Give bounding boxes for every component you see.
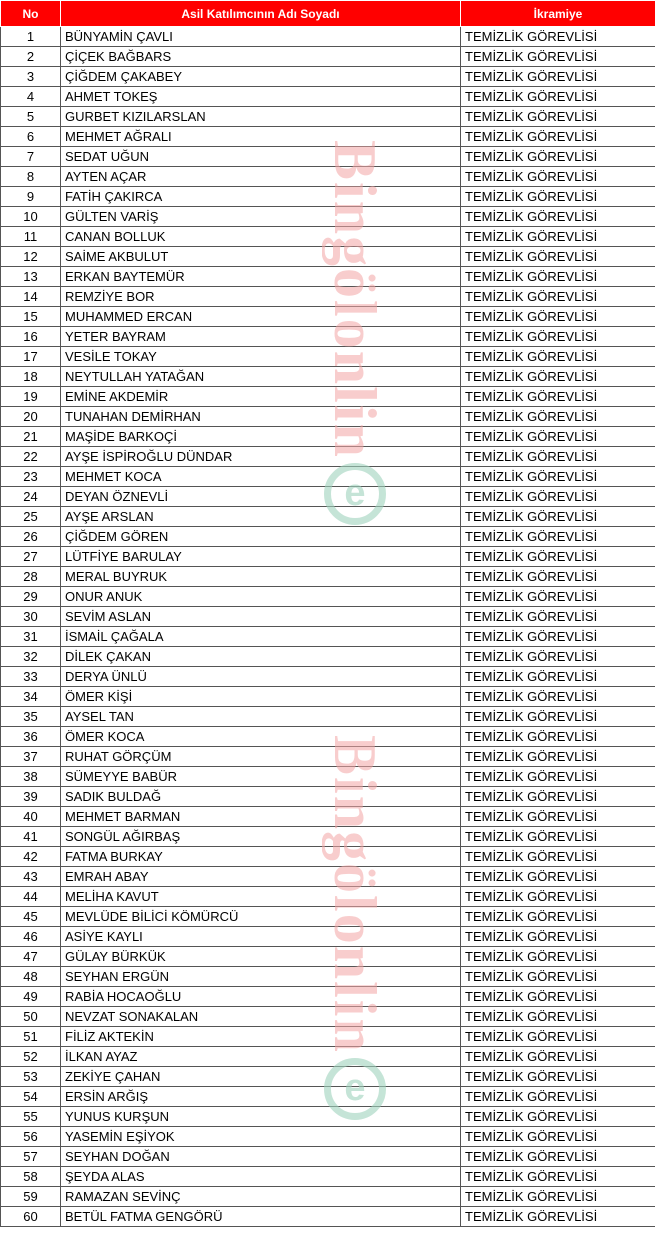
row-name: MEHMET BARMAN [61, 807, 461, 827]
row-number: 53 [1, 1067, 61, 1087]
table-row [1, 327, 655, 347]
row-number: 1 [1, 27, 61, 47]
table-row [1, 207, 655, 227]
row-role: TEMİZLİK GÖREVLİSİ [461, 107, 655, 127]
table-row [1, 967, 655, 987]
table-row [1, 87, 655, 107]
row-number: 59 [1, 1187, 61, 1207]
row-number: 19 [1, 387, 61, 407]
row-name: MELİHA KAVUT [61, 887, 461, 907]
row-name: RUHAT GÖRÇÜM [61, 747, 461, 767]
row-number: 7 [1, 147, 61, 167]
table-body [1, 27, 655, 1227]
row-number: 27 [1, 547, 61, 567]
row-name: FATİH ÇAKIRCA [61, 187, 461, 207]
row-number: 9 [1, 187, 61, 207]
row-role: TEMİZLİK GÖREVLİSİ [461, 1007, 655, 1027]
row-role: TEMİZLİK GÖREVLİSİ [461, 887, 655, 907]
row-number: 46 [1, 927, 61, 947]
row-role: TEMİZLİK GÖREVLİSİ [461, 827, 655, 847]
row-name: İSMAİL ÇAĞALA [61, 627, 461, 647]
table-row [1, 947, 655, 967]
row-role: TEMİZLİK GÖREVLİSİ [461, 167, 655, 187]
table-row [1, 1067, 655, 1087]
row-role: TEMİZLİK GÖREVLİSİ [461, 967, 655, 987]
row-name: AYŞE İSPİROĞLU DÜNDAR [61, 447, 461, 467]
row-name: MEHMET AĞRALI [61, 127, 461, 147]
row-name: RAMAZAN SEVİNÇ [61, 1187, 461, 1207]
row-number: 51 [1, 1027, 61, 1047]
row-name: AYTEN AÇAR [61, 167, 461, 187]
row-number: 32 [1, 647, 61, 667]
row-number: 3 [1, 67, 61, 87]
row-role: TEMİZLİK GÖREVLİSİ [461, 1047, 655, 1067]
watermark-e-logo: e [324, 1058, 386, 1120]
row-role: TEMİZLİK GÖREVLİSİ [461, 707, 655, 727]
row-name: YETER BAYRAM [61, 327, 461, 347]
table-row [1, 807, 655, 827]
row-number: 36 [1, 727, 61, 747]
row-number: 37 [1, 747, 61, 767]
row-name: BETÜL FATMA GENGÖRÜ [61, 1207, 461, 1227]
row-role: TEMİZLİK GÖREVLİSİ [461, 847, 655, 867]
row-name: ÖMER KOCA [61, 727, 461, 747]
row-number: 34 [1, 687, 61, 707]
row-number: 42 [1, 847, 61, 867]
row-number: 26 [1, 527, 61, 547]
row-role: TEMİZLİK GÖREVLİSİ [461, 747, 655, 767]
row-number: 2 [1, 47, 61, 67]
row-role: TEMİZLİK GÖREVLİSİ [461, 287, 655, 307]
row-role: TEMİZLİK GÖREVLİSİ [461, 467, 655, 487]
table-row [1, 1147, 655, 1167]
row-number: 57 [1, 1147, 61, 1167]
row-name: SEYHAN DOĞAN [61, 1147, 461, 1167]
table-header-row [1, 1, 655, 27]
row-role: TEMİZLİK GÖREVLİSİ [461, 587, 655, 607]
row-number: 58 [1, 1167, 61, 1187]
row-name: ÇİÇEK BAĞBARS [61, 47, 461, 67]
table-row [1, 247, 655, 267]
row-number: 47 [1, 947, 61, 967]
table-row [1, 927, 655, 947]
table-row [1, 667, 655, 687]
table-row [1, 1207, 655, 1227]
row-role: TEMİZLİK GÖREVLİSİ [461, 427, 655, 447]
row-role: TEMİZLİK GÖREVLİSİ [461, 867, 655, 887]
row-name: MAŞİDE BARKOÇİ [61, 427, 461, 447]
table-row [1, 367, 655, 387]
row-role: TEMİZLİK GÖREVLİSİ [461, 1167, 655, 1187]
row-number: 49 [1, 987, 61, 1007]
table-row [1, 107, 655, 127]
row-number: 50 [1, 1007, 61, 1027]
row-number: 22 [1, 447, 61, 467]
row-number: 21 [1, 427, 61, 447]
row-number: 31 [1, 627, 61, 647]
row-number: 45 [1, 907, 61, 927]
watermark-text: Bingölonlin [322, 140, 388, 459]
row-number: 28 [1, 567, 61, 587]
row-role: TEMİZLİK GÖREVLİSİ [461, 207, 655, 227]
row-name: ERKAN BAYTEMÜR [61, 267, 461, 287]
table-row [1, 147, 655, 167]
row-role: TEMİZLİK GÖREVLİSİ [461, 687, 655, 707]
table-row [1, 167, 655, 187]
row-name: DERYA ÜNLÜ [61, 667, 461, 687]
row-number: 13 [1, 267, 61, 287]
row-name: ÇİĞDEM GÖREN [61, 527, 461, 547]
row-number: 52 [1, 1047, 61, 1067]
row-role: TEMİZLİK GÖREVLİSİ [461, 927, 655, 947]
table-row [1, 447, 655, 467]
row-role: TEMİZLİK GÖREVLİSİ [461, 767, 655, 787]
table-row [1, 47, 655, 67]
row-name: DEYAN ÖZNEVLİ [61, 487, 461, 507]
table-row [1, 1127, 655, 1147]
row-name: FATMA BURKAY [61, 847, 461, 867]
row-role: TEMİZLİK GÖREVLİSİ [461, 647, 655, 667]
row-number: 29 [1, 587, 61, 607]
row-role: TEMİZLİK GÖREVLİSİ [461, 1087, 655, 1107]
table-row [1, 647, 655, 667]
row-role: TEMİZLİK GÖREVLİSİ [461, 1207, 655, 1227]
row-role: TEMİZLİK GÖREVLİSİ [461, 567, 655, 587]
row-role: TEMİZLİK GÖREVLİSİ [461, 667, 655, 687]
table-row [1, 467, 655, 487]
watermark-e-logo: e [324, 463, 386, 525]
row-role: TEMİZLİK GÖREVLİSİ [461, 507, 655, 527]
table-row [1, 307, 655, 327]
table-row [1, 907, 655, 927]
table-row [1, 387, 655, 407]
row-number: 5 [1, 107, 61, 127]
row-name: SEVİM ASLAN [61, 607, 461, 627]
row-name: SONGÜL AĞIRBAŞ [61, 827, 461, 847]
row-name: GÜLTEN VARİŞ [61, 207, 461, 227]
watermark-text: Bingölonlin [322, 735, 388, 1054]
row-name: AYSEL TAN [61, 707, 461, 727]
row-number: 54 [1, 1087, 61, 1107]
row-name: GÜLAY BÜRKÜK [61, 947, 461, 967]
table-row [1, 867, 655, 887]
row-role: TEMİZLİK GÖREVLİSİ [461, 147, 655, 167]
row-number: 8 [1, 167, 61, 187]
row-name: SEYHAN ERGÜN [61, 967, 461, 987]
row-name: TUNAHAN DEMİRHAN [61, 407, 461, 427]
table-row [1, 507, 655, 527]
row-role: TEMİZLİK GÖREVLİSİ [461, 1147, 655, 1167]
table-row [1, 187, 655, 207]
row-name: MUHAMMED ERCAN [61, 307, 461, 327]
row-number: 23 [1, 467, 61, 487]
table-row [1, 347, 655, 367]
row-role: TEMİZLİK GÖREVLİSİ [461, 627, 655, 647]
table-row [1, 1007, 655, 1027]
row-name: CANAN BOLLUK [61, 227, 461, 247]
row-number: 25 [1, 507, 61, 527]
row-name: ÖMER KİŞİ [61, 687, 461, 707]
row-number: 48 [1, 967, 61, 987]
table-row [1, 567, 655, 587]
row-role: TEMİZLİK GÖREVLİSİ [461, 1067, 655, 1087]
row-name: İLKAN AYAZ [61, 1047, 461, 1067]
row-number: 56 [1, 1127, 61, 1147]
table-row [1, 727, 655, 747]
row-role: TEMİZLİK GÖREVLİSİ [461, 947, 655, 967]
row-number: 44 [1, 887, 61, 907]
table-row [1, 687, 655, 707]
table-row [1, 547, 655, 567]
row-role: TEMİZLİK GÖREVLİSİ [461, 407, 655, 427]
table-row [1, 527, 655, 547]
row-name: ÇİĞDEM ÇAKABEY [61, 67, 461, 87]
row-name: BÜNYAMİN ÇAVLI [61, 27, 461, 47]
row-name: MEHMET KOCA [61, 467, 461, 487]
table-row [1, 27, 655, 47]
row-name: SÜMEYYE BABÜR [61, 767, 461, 787]
row-role: TEMİZLİK GÖREVLİSİ [461, 727, 655, 747]
row-role: TEMİZLİK GÖREVLİSİ [461, 227, 655, 247]
row-name: VESİLE TOKAY [61, 347, 461, 367]
row-name: SAİME AKBULUT [61, 247, 461, 267]
row-name: ONUR ANUK [61, 587, 461, 607]
row-number: 43 [1, 867, 61, 887]
table-row [1, 987, 655, 1007]
row-name: ZEKİYE ÇAHAN [61, 1067, 461, 1087]
row-number: 24 [1, 487, 61, 507]
row-name: NEVZAT SONAKALAN [61, 1007, 461, 1027]
row-number: 39 [1, 787, 61, 807]
row-number: 4 [1, 87, 61, 107]
row-name: EMRAH ABAY [61, 867, 461, 887]
row-role: TEMİZLİK GÖREVLİSİ [461, 487, 655, 507]
table-row [1, 1187, 655, 1207]
row-role: TEMİZLİK GÖREVLİSİ [461, 27, 655, 47]
table-row [1, 747, 655, 767]
header-role: İkramiye [461, 1, 655, 27]
row-role: TEMİZLİK GÖREVLİSİ [461, 547, 655, 567]
header-name: Asil Katılımcının Adı Soyadı [61, 1, 461, 27]
row-name: FİLİZ AKTEKİN [61, 1027, 461, 1047]
row-name: AHMET TOKEŞ [61, 87, 461, 107]
row-role: TEMİZLİK GÖREVLİSİ [461, 807, 655, 827]
row-name: ŞEYDA ALAS [61, 1167, 461, 1187]
table-row [1, 1047, 655, 1067]
row-role: TEMİZLİK GÖREVLİSİ [461, 447, 655, 467]
row-name: AYŞE ARSLAN [61, 507, 461, 527]
row-name: ERSİN ARĞIŞ [61, 1087, 461, 1107]
row-role: TEMİZLİK GÖREVLİSİ [461, 307, 655, 327]
row-name: YUNUS KURŞUN [61, 1107, 461, 1127]
row-role: TEMİZLİK GÖREVLİSİ [461, 1107, 655, 1127]
row-name: DİLEK ÇAKAN [61, 647, 461, 667]
table-row [1, 707, 655, 727]
row-number: 17 [1, 347, 61, 367]
row-role: TEMİZLİK GÖREVLİSİ [461, 347, 655, 367]
row-number: 16 [1, 327, 61, 347]
row-name: RABİA HOCAOĞLU [61, 987, 461, 1007]
table-row [1, 127, 655, 147]
table-row [1, 1107, 655, 1127]
row-role: TEMİZLİK GÖREVLİSİ [461, 127, 655, 147]
row-role: TEMİZLİK GÖREVLİSİ [461, 87, 655, 107]
row-role: TEMİZLİK GÖREVLİSİ [461, 907, 655, 927]
row-name: ASİYE KAYLI [61, 927, 461, 947]
row-role: TEMİZLİK GÖREVLİSİ [461, 367, 655, 387]
row-number: 15 [1, 307, 61, 327]
table-row [1, 767, 655, 787]
row-name: MERAL BUYRUK [61, 567, 461, 587]
row-role: TEMİZLİK GÖREVLİSİ [461, 1127, 655, 1147]
row-number: 11 [1, 227, 61, 247]
row-number: 18 [1, 367, 61, 387]
row-name: LÜTFİYE BARULAY [61, 547, 461, 567]
table-row [1, 1167, 655, 1187]
row-number: 35 [1, 707, 61, 727]
table-row [1, 67, 655, 87]
row-role: TEMİZLİK GÖREVLİSİ [461, 987, 655, 1007]
table-row [1, 887, 655, 907]
row-number: 12 [1, 247, 61, 267]
row-role: TEMİZLİK GÖREVLİSİ [461, 247, 655, 267]
row-number: 40 [1, 807, 61, 827]
row-name: SADIK BULDAĞ [61, 787, 461, 807]
table-row [1, 1027, 655, 1047]
row-role: TEMİZLİK GÖREVLİSİ [461, 387, 655, 407]
row-role: TEMİZLİK GÖREVLİSİ [461, 527, 655, 547]
table-row [1, 587, 655, 607]
row-role: TEMİZLİK GÖREVLİSİ [461, 267, 655, 287]
table-row [1, 847, 655, 867]
row-number: 41 [1, 827, 61, 847]
row-name: SEDAT UĞUN [61, 147, 461, 167]
row-number: 38 [1, 767, 61, 787]
row-number: 60 [1, 1207, 61, 1227]
row-number: 33 [1, 667, 61, 687]
row-role: TEMİZLİK GÖREVLİSİ [461, 47, 655, 67]
row-name: YASEMİN EŞİYOK [61, 1127, 461, 1147]
row-name: REMZİYE BOR [61, 287, 461, 307]
row-name: EMİNE AKDEMİR [61, 387, 461, 407]
table-row [1, 427, 655, 447]
row-number: 55 [1, 1107, 61, 1127]
row-role: TEMİZLİK GÖREVLİSİ [461, 1187, 655, 1207]
row-name: GURBET KIZILARSLAN [61, 107, 461, 127]
row-number: 6 [1, 127, 61, 147]
row-number: 20 [1, 407, 61, 427]
row-name: NEYTULLAH YATAĞAN [61, 367, 461, 387]
row-name: MEVLÜDE BİLİCİ KÖMÜRCÜ [61, 907, 461, 927]
row-number: 30 [1, 607, 61, 627]
row-role: TEMİZLİK GÖREVLİSİ [461, 1027, 655, 1047]
row-number: 10 [1, 207, 61, 227]
table-row [1, 487, 655, 507]
table-row [1, 227, 655, 247]
header-no: No [1, 1, 61, 27]
table-row [1, 607, 655, 627]
row-role: TEMİZLİK GÖREVLİSİ [461, 787, 655, 807]
row-number: 14 [1, 287, 61, 307]
table-row [1, 287, 655, 307]
table-row [1, 627, 655, 647]
table-row [1, 827, 655, 847]
row-role: TEMİZLİK GÖREVLİSİ [461, 187, 655, 207]
table-row [1, 1087, 655, 1107]
table-row [1, 267, 655, 287]
table-row [1, 407, 655, 427]
row-role: TEMİZLİK GÖREVLİSİ [461, 607, 655, 627]
row-role: TEMİZLİK GÖREVLİSİ [461, 67, 655, 87]
table-row [1, 787, 655, 807]
row-role: TEMİZLİK GÖREVLİSİ [461, 327, 655, 347]
